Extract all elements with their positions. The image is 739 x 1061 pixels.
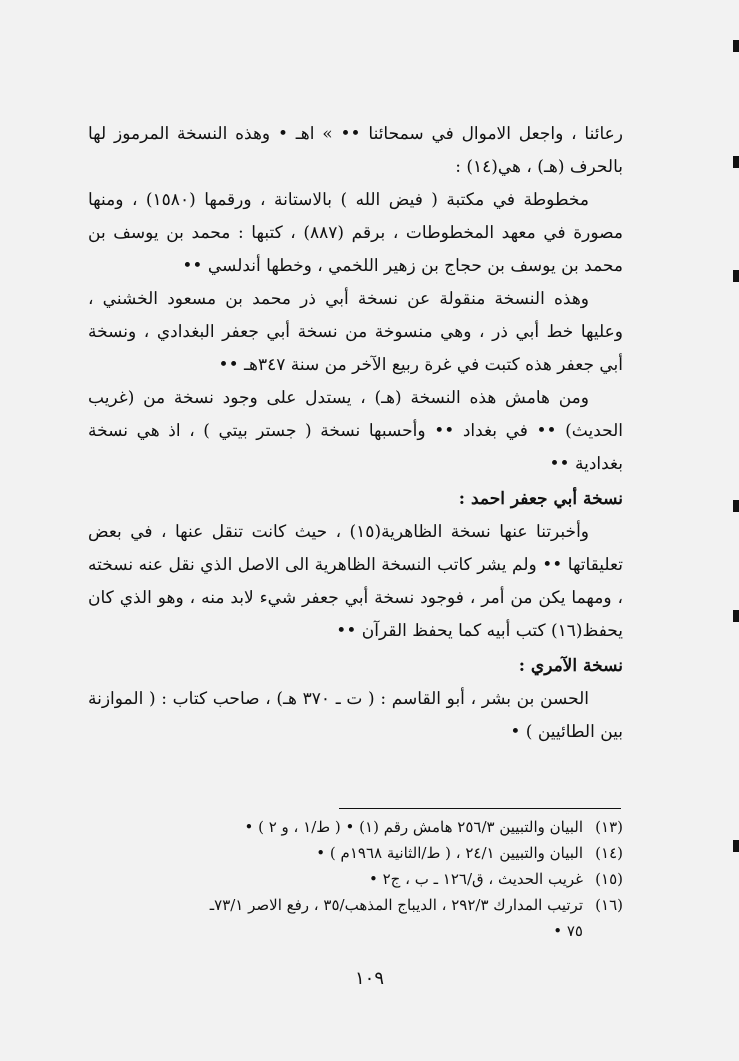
margin-mark — [733, 40, 739, 52]
paragraph: وأخبرتنا عنها نسخة الظاهرية(١٥) ، حيث كانت تنقل عنها ، في بعض تعليقاتها •• ولم يشر كاتب النسخة الظاهرية الى الاصل الذي نقل عنه نسخته ، ومهما يكن من أمر ، فوجود نسخة أبي جعفر شيء لابد منه ، وهو الذي كان يحفظ(١٦) كتب أبيه كما يحفظ القرآن •• — [88, 522, 623, 641]
footnotes — [140, 814, 623, 944]
margin-mark — [733, 500, 739, 512]
paragraph: مخطوطة في مكتبة ( فيض الله ) بالاستانة ، ورقمها (١٥٨٠) ، ومنها مصورة في معهد المخطوطات ، برقم (٨٨٧) ، كتبها : محمد بن يوسف بن محمد بن يوسف بن حجاج بن زهير اللخمي ، وخطها أندلسي •• — [88, 190, 623, 276]
footnote-number: (١٦) — [595, 896, 623, 914]
footnote — [140, 866, 623, 892]
page-number: ١٠٩ — [354, 968, 384, 989]
margin-mark — [733, 270, 739, 282]
paragraph: ومن هامش هذه النسخة (هـ) ، يستدل على وجود نسخة من (غريب الحديث) •• في بغداد •• وأحسبها نسخة ( جستر بيتي ) ، اذ هي نسخة بغدادية •• — [88, 388, 623, 474]
footnote-divider — [339, 808, 621, 809]
footnote-text: البيان والتبيين ٢٤/١ ، ( ط/الثانية ١٩٦٨م ) • — [316, 844, 583, 862]
margin-mark — [733, 610, 739, 622]
footnote-text: البيان والتبيين ٢٥٦/٣ هامش رقم (١) • ( ط/١ ، و ٢ ) • — [244, 818, 583, 836]
footnote — [140, 814, 623, 840]
footnote-continuation: ٧٥ • — [553, 922, 583, 940]
footnote — [140, 892, 623, 918]
margin-mark — [733, 840, 739, 852]
paragraph: وهذه النسخة منقولة عن نسخة أبي ذر محمد بن مسعود الخشني ، وعليها خط أبي ذر ، وهي منسوخة من نسخة أبي جعفر البغدادي ، ونسخة أبي جعفر هذه كتبت في غرة ربيع الآخر من سنة ٣٤٧هـ •• — [88, 289, 623, 375]
footnote-text: غريب الحديث ، ق/١٢٦ ـ ب ، ج٢ • — [368, 870, 583, 888]
footnote-number: (١٤) — [595, 844, 623, 862]
footnote — [140, 840, 623, 866]
footnote-number: (١٣) — [595, 818, 623, 836]
paragraph: الحسن بن بشر ، أبو القاسم : ( ت ـ ٣٧٠ هـ) ، صاحب كتاب : ( الموازنة بين الطائيين ) • — [88, 689, 623, 742]
section-heading: نسخة الآمري : — [518, 656, 623, 676]
main-text — [88, 118, 623, 749]
paragraph: رعائنا ، واجعل الاموال في سمحائنا •• » اهـ • وهذه النسخة المرموز لها بالحرف (هـ) ، هي(١٤) : — [88, 124, 623, 177]
section-heading: نسخة أبي جعفر احمد : — [458, 489, 623, 509]
footnote-text: ترتيب المدارك ٢٩٢/٣ ، الديباج المذهب/٣٥ ، رفع الاصر ٧٣/١ـ — [209, 896, 583, 914]
margin-mark — [733, 156, 739, 168]
footnote-number: (١٥) — [595, 870, 623, 888]
